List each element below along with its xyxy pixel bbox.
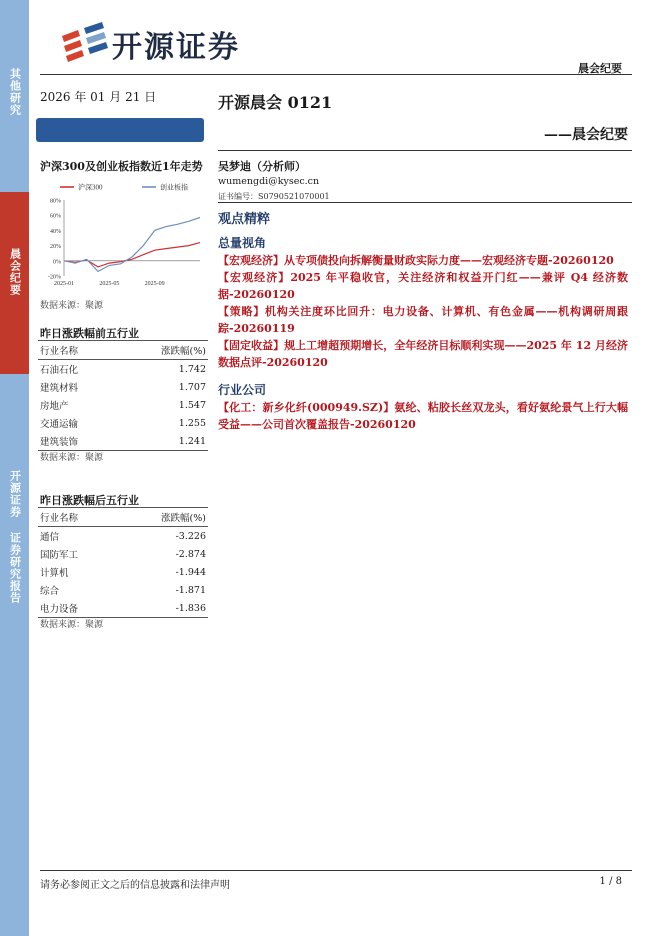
industry-change: -1.836 <box>117 599 208 618</box>
industry-name: 石油石化 <box>40 365 79 376</box>
chart-title: 沪深300及创业板指数近1年走势 <box>40 160 203 173</box>
table-row <box>38 396 208 414</box>
series-line <box>64 218 200 272</box>
brand-name: 开源证券 <box>112 30 240 65</box>
x-tick-label: 2025-05 <box>99 281 120 287</box>
series-line <box>64 243 200 267</box>
top5-col-name: 行业名称 <box>38 341 117 360</box>
list-item[interactable]: 【策略】机构关注度环比回升：电力设备、计算机、有色金属——机构调研周跟踪-20260119 <box>218 305 628 335</box>
report-subtitle: ——晨会纪要 <box>544 127 628 143</box>
industry-change: -2.874 <box>175 548 206 560</box>
table-row <box>38 563 208 581</box>
sidebar-label-publisher: 开源证券 证券研究报告 <box>8 470 22 604</box>
industry-name: 国防军工 <box>40 550 79 561</box>
industry-change: 1.241 <box>117 432 208 451</box>
industry-name: 房地产 <box>40 401 69 412</box>
x-tick-label: 2025-01 <box>54 281 74 287</box>
footer-disclaimer: 请务必参阅正文之后的信息披露和法律声明 <box>40 880 230 891</box>
page-number: 1 / 8 <box>599 876 622 887</box>
industry-change: -1.944 <box>175 566 206 578</box>
industry-name: 计算机 <box>40 568 69 579</box>
subheading-macro: 总量视角 <box>218 236 267 250</box>
table-row <box>38 581 208 599</box>
report-date: 2026 年 01 月 21 日 <box>40 90 157 104</box>
top5-title: 昨日涨跌幅前五行业 <box>40 327 139 340</box>
y-tick-label: 20% <box>50 244 61 251</box>
list-item[interactable]: 【化工：新乡化纤(000949.SZ)】氨纶、粘胶长丝双龙头，看好氨纶景气上行大幅受益——公司首次覆盖报告-20260120 <box>218 401 628 431</box>
table-row <box>38 599 208 618</box>
index-trend-chart <box>38 178 208 293</box>
y-tick-label: -20% <box>48 274 61 281</box>
author-cert: 证书编号：S0790521070001 <box>218 192 330 201</box>
sidebar-label-type: 晨会纪要 <box>8 248 22 296</box>
industry-name: 通信 <box>40 532 60 543</box>
table-row <box>38 432 208 451</box>
top5-table <box>38 340 208 451</box>
table-row <box>38 545 208 563</box>
footer-rule <box>40 870 632 871</box>
list-item[interactable]: 【固定收益】规上工增超预期增长，全年经济目标顺利实现——2025 年 12 月经济数据点评-20260120 <box>218 339 628 369</box>
top5-col-change: 涨跌幅(%) <box>117 341 208 360</box>
section-heading: 观点精粹 <box>218 212 271 227</box>
industry-name: 建筑装饰 <box>38 432 117 451</box>
industry-change: -3.226 <box>175 530 206 542</box>
author-email: wumengdi@kysec.cn <box>218 176 320 187</box>
bottom5-col-change: 涨跌幅(%) <box>117 508 208 527</box>
industry-name: 交通运输 <box>40 419 79 430</box>
industry-change: 1.742 <box>178 363 206 375</box>
industry-change: 1.547 <box>178 399 206 411</box>
title-rule <box>218 150 632 151</box>
sidebar <box>0 0 29 936</box>
industry-name: 综合 <box>40 586 60 597</box>
industry-items <box>218 399 628 433</box>
industry-name: 电力设备 <box>38 599 117 618</box>
sidebar-label-category: 其他研究 <box>8 68 22 116</box>
report-title: 开源晨会 0121 <box>218 93 333 112</box>
industry-change: 1.255 <box>178 417 206 429</box>
summary-banner <box>36 118 204 142</box>
x-tick-label: 2025-09 <box>144 281 165 287</box>
subheading-industry: 行业公司 <box>218 383 267 397</box>
table-row <box>38 527 208 546</box>
industry-change: -1.871 <box>175 584 206 596</box>
legend-label: 沪深300 <box>78 183 103 192</box>
y-tick-label: 0% <box>53 259 61 266</box>
top5-source: 数据来源：聚源 <box>40 453 104 463</box>
legend-label: 创业板指 <box>160 183 188 192</box>
y-tick-label: 60% <box>50 213 61 220</box>
industry-name: 建筑材料 <box>40 383 79 394</box>
table-row <box>38 414 208 432</box>
industry-change: 1.707 <box>178 381 206 393</box>
y-tick-label: 40% <box>50 228 61 235</box>
list-item[interactable]: 【宏观经济】从专项债投向拆解衡量财政实际力度——宏观经济专题-20260120 <box>218 254 614 267</box>
author-name: 吴梦迪（分析师） <box>218 160 306 173</box>
header-tag: 晨会纪要 <box>578 62 622 75</box>
author-rule <box>218 202 632 203</box>
chart-source: 数据来源：聚源 <box>40 301 104 311</box>
bottom5-col-name: 行业名称 <box>38 508 117 527</box>
macro-items <box>218 252 628 371</box>
header-rule <box>40 74 632 75</box>
bottom5-source: 数据来源：聚源 <box>40 620 104 630</box>
list-item[interactable]: 【宏观经济】2025 年平稳收官，关注经济和权益开门红——兼评 Q4 经济数据-20260120 <box>218 271 628 301</box>
table-row <box>38 360 208 379</box>
bottom5-table <box>38 507 208 618</box>
table-row <box>38 378 208 396</box>
bottom5-title: 昨日涨跌幅后五行业 <box>40 494 139 507</box>
y-tick-label: 80% <box>50 198 61 205</box>
